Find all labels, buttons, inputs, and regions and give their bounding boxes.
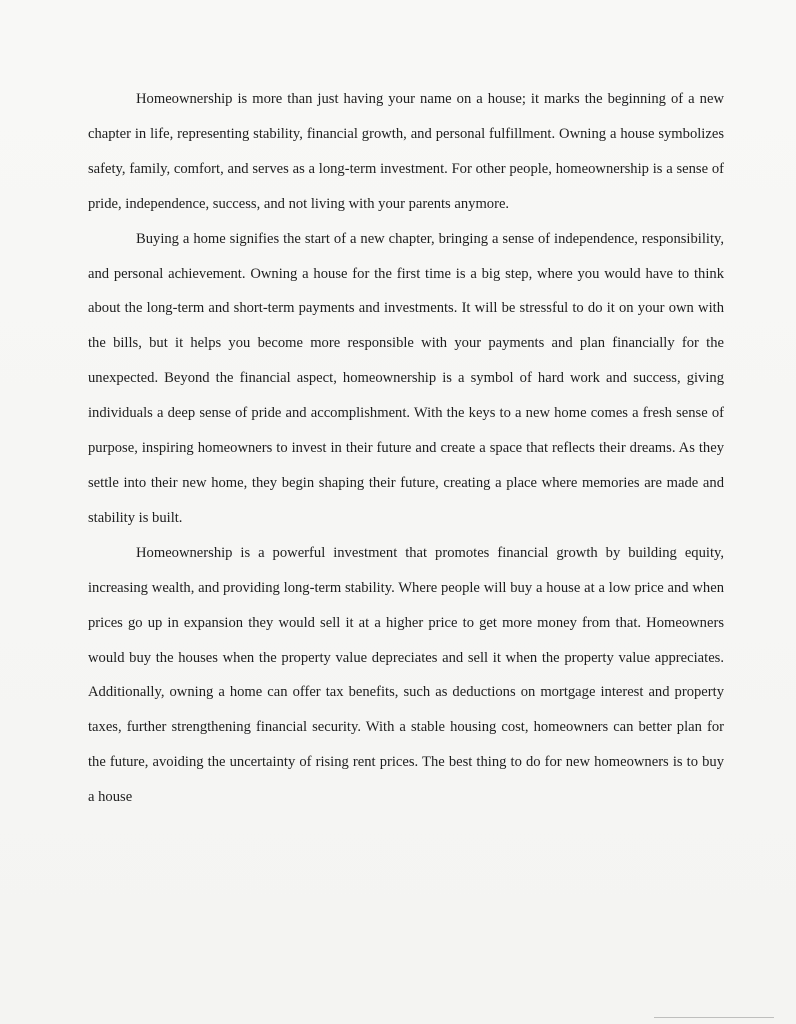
paragraph-buying-home: Buying a home signifies the start of a new chapter, bringing a sense of independence, responsibility, and personal achievement. Owning a house for the first time is a big step, where you would have to think about the long-term and short-term payments and investments. It will be stressful to do it on your own with the bills, but it helps you become more responsible with your payments and plan financially for the unexpected. Beyond the financial aspect, homeownership is a symbol of hard work and success, giving individuals a deep sense of pride and accomplishment. With the keys to a new home comes a fresh sense of purpose, inspiring homeowners to invest in their future and create a space that reflects their dreams. As they settle into their new home, they begin shaping their future, creating a place where memories are made and stability is built. [88,230,724,526]
scan-edge-line [654,1017,774,1018]
paragraph-intro: Homeownership is more than just having your name on a house; it marks the beginning of a new chapter in life, representing stability, financial growth, and personal fulfillment. Owning a house symbolizes safety, family, comfort, and serves as a long-term investment. For other people, homeownership is a sense of pride, independence, success, and not living with your parents anymore. [88,91,724,212]
essay-body [88,82,724,815]
paragraph-investment: Homeownership is a powerful investment that promotes financial growth by building equity, increasing wealth, and providing long-term stability. Where people will buy a house at a low price and when prices go up in expansion they would sell it at a higher price to get more money from that. Homeowners would buy the houses when the property value depreciates and sell it when the property value appreciates. Additionally, owning a home can offer tax benefits, such as deductions on mortgage interest and property taxes, further strengthening financial security. With a stable housing cost, homeowners can better plan for the future, avoiding the uncertainty of rising rent prices. The best thing to do for new homeowners is to buy a house [88,544,724,806]
